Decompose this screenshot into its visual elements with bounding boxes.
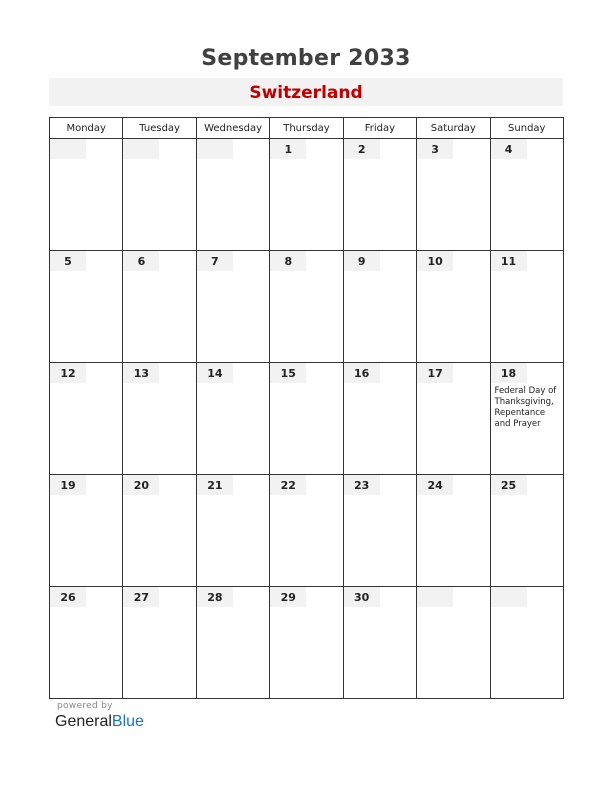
day-cell [490,363,563,475]
day-cell [123,587,196,699]
day-cell [343,139,416,251]
week-row [50,251,564,363]
day-cell [123,251,196,363]
day-cell [50,587,123,699]
day-number: 28 [197,587,233,607]
day-cell [196,363,269,475]
country-banner [49,78,563,106]
day-number: 12 [50,363,86,383]
day-number: 15 [270,363,306,383]
day-cell [196,251,269,363]
day-cell [50,139,123,251]
day-cell [123,475,196,587]
day-cell [270,475,343,587]
day-number: 22 [270,475,306,495]
day-number: 11 [491,251,527,271]
day-cell [270,363,343,475]
day-cell [123,363,196,475]
day-number: 19 [50,475,86,495]
weekday-header: Tuesday [123,118,196,139]
day-number: 4 [491,139,527,159]
day-cell [417,475,490,587]
day-cell [417,139,490,251]
weekday-header: Monday [50,118,123,139]
day-cell [490,139,563,251]
day-number [123,139,159,159]
weekday-header: Friday [343,118,416,139]
day-number: 18 [491,363,527,383]
generalblue-logo [55,713,144,731]
day-cell [343,475,416,587]
week-row [50,363,564,475]
day-cell [196,139,269,251]
day-number: 16 [344,363,380,383]
day-cell [196,475,269,587]
day-number: 14 [197,363,233,383]
day-number: 25 [491,475,527,495]
day-number: 17 [417,363,453,383]
calendar-title: September 2033 [201,46,411,71]
day-cell [270,139,343,251]
day-cell [417,363,490,475]
day-cell [50,475,123,587]
day-cell [417,251,490,363]
day-number: 30 [344,587,380,607]
day-number: 20 [123,475,159,495]
day-number: 26 [50,587,86,607]
day-number [197,139,233,159]
day-number [50,139,86,159]
weekday-header: Sunday [490,118,563,139]
weekday-header: Thursday [270,118,343,139]
day-cell [490,587,563,699]
day-number [491,587,527,607]
day-number: 6 [123,251,159,271]
day-cell [417,587,490,699]
country-name: Switzerland [249,83,363,103]
day-cell [490,251,563,363]
day-cell [50,251,123,363]
day-number: 2 [344,139,380,159]
day-number: 23 [344,475,380,495]
day-number: 24 [417,475,453,495]
day-number: 29 [270,587,306,607]
day-cell [490,475,563,587]
day-cell [343,363,416,475]
day-cell [343,251,416,363]
weekday-header: Saturday [417,118,490,139]
weekday-header: Wednesday [196,118,269,139]
day-number: 1 [270,139,306,159]
weekday-header-row [50,118,564,139]
day-number: 21 [197,475,233,495]
day-cell [50,363,123,475]
brand-blue: Blue [111,713,144,730]
day-number: 13 [123,363,159,383]
day-number: 3 [417,139,453,159]
day-number: 7 [197,251,233,271]
day-cell [270,587,343,699]
week-row [50,587,564,699]
day-number: 8 [270,251,306,271]
calendar-grid [49,117,564,699]
week-row [50,139,564,251]
week-row [50,475,564,587]
day-number: 9 [344,251,380,271]
day-number [417,587,453,607]
day-number: 5 [50,251,86,271]
day-cell [270,251,343,363]
brand-general: General [55,713,112,730]
day-cell [196,587,269,699]
day-number: 10 [417,251,453,271]
holiday-label: Federal Day of Thanksgiving, Repentance and Prayer [494,386,557,429]
day-cell [343,587,416,699]
powered-by-text: powered by [57,701,113,711]
day-cell [123,139,196,251]
day-number: 27 [123,587,159,607]
